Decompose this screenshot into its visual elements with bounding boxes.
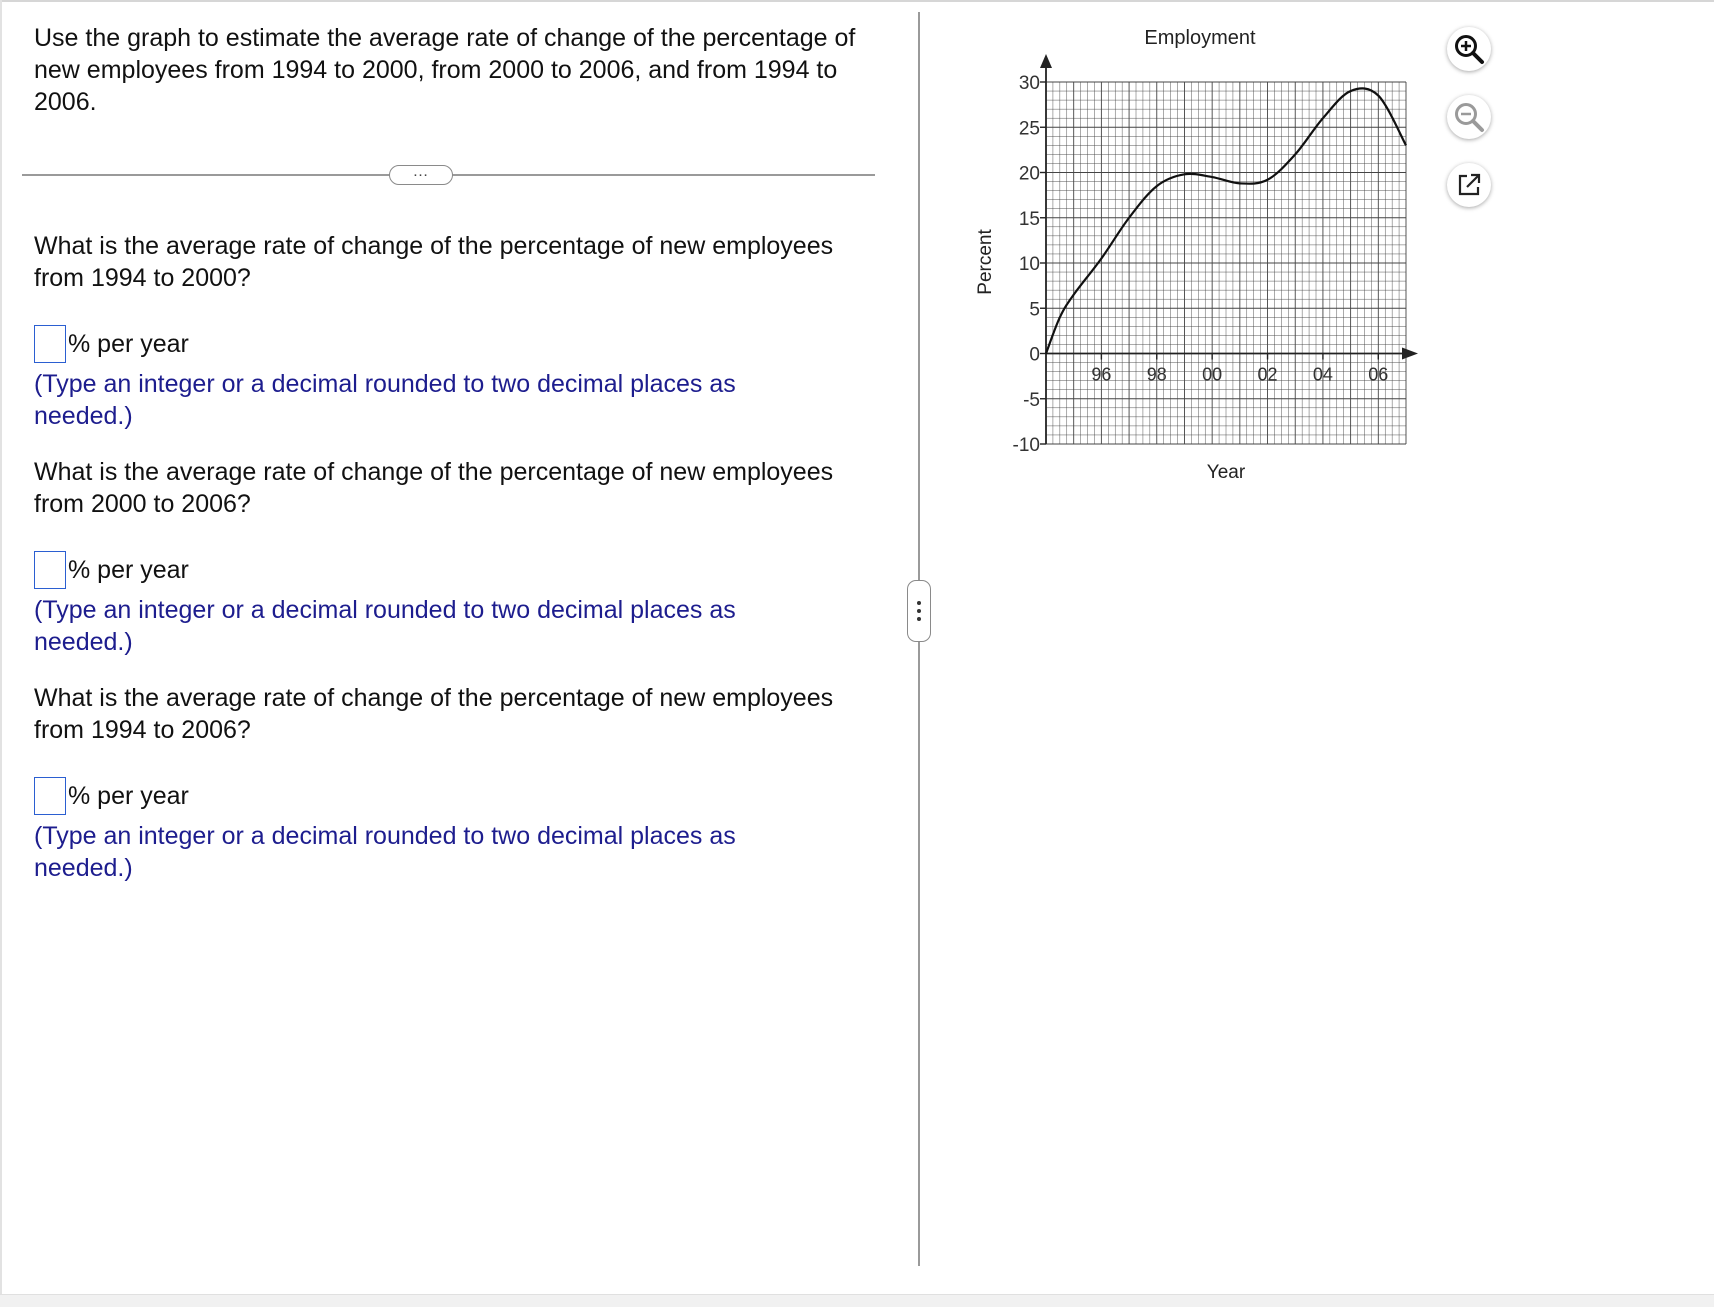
window-top-border [0, 0, 1714, 2]
chart-x-axis-label: Year [1206, 462, 1246, 483]
y-tick-label: 20 [1018, 163, 1040, 185]
answer-hint-1: (Type an integer or a decimal rounded to two decimal places as needed.) [34, 370, 736, 430]
y-tick-label: 5 [1029, 299, 1040, 321]
x-tick-label: 96 [1091, 364, 1112, 385]
x-tick-label: 02 [1257, 364, 1278, 385]
x-tick-label: 04 [1312, 364, 1333, 385]
y-tick-label: 0 [1029, 344, 1040, 366]
y-tick-label: 30 [1018, 73, 1040, 94]
window-bottom-bar [0, 1294, 1714, 1307]
answer-input-3[interactable] [34, 777, 66, 815]
answer-unit-2: % per year [68, 556, 189, 584]
x-axis-arrow [1402, 348, 1418, 360]
question-intro: Use the graph to estimate the average rate of change of the percentage of new employees from 1994 to 2000, from 2000 to 2006, and from 1994 to 2006. [34, 24, 856, 116]
chart-y-ticks [1013, 73, 1046, 456]
chart-grid [1046, 82, 1406, 444]
answer-input-2[interactable] [34, 551, 66, 589]
popout-button[interactable] [1447, 163, 1491, 207]
window-left-border [0, 0, 2, 1294]
chart-title: Employment [1144, 27, 1256, 49]
answer-hint-3: (Type an integer or a decimal rounded to two decimal places as needed.) [34, 822, 736, 882]
y-tick-label: 25 [1018, 118, 1040, 140]
answer-unit-1: % per year [68, 330, 189, 358]
popout-icon [1454, 170, 1484, 200]
expand-more-button[interactable]: … [389, 165, 453, 185]
zoom-in-button[interactable] [1447, 27, 1491, 71]
answer-row-2 [34, 549, 189, 591]
x-tick-label: 06 [1368, 364, 1389, 385]
pane-splitter-handle[interactable] [907, 580, 931, 642]
question-part-3-prompt: What is the average rate of change of the percentage of new employees from 1994 to 2006? [34, 684, 834, 744]
answer-row-3 [34, 775, 189, 817]
zoom-out-button[interactable] [1447, 95, 1491, 139]
answer-input-1[interactable] [34, 325, 66, 363]
answer-row-1 [34, 323, 189, 365]
question-part-2-prompt: What is the average rate of change of the percentage of new employees from 2000 to 2006? [34, 458, 834, 518]
answer-unit-3: % per year [68, 782, 189, 810]
y-tick-label: -10 [1012, 435, 1040, 456]
answer-hint-2: (Type an integer or a decimal rounded to two decimal places as needed.) [34, 596, 736, 656]
y-tick-label: 10 [1018, 254, 1040, 275]
question-part-1-prompt: What is the average rate of change of the percentage of new employees from 1994 to 2000? [34, 232, 834, 292]
y-tick-label: 15 [1018, 208, 1040, 230]
zoom-in-icon [1452, 32, 1486, 66]
x-tick-label: 98 [1146, 364, 1167, 385]
chart-y-axis-label: Percent [975, 229, 996, 295]
chart-axes [1040, 54, 1418, 444]
x-tick-label: 00 [1202, 364, 1223, 385]
y-axis-arrow [1040, 54, 1052, 68]
zoom-out-icon [1452, 100, 1486, 134]
y-tick-label: -5 [1023, 389, 1040, 411]
employment-chart [960, 20, 1430, 490]
